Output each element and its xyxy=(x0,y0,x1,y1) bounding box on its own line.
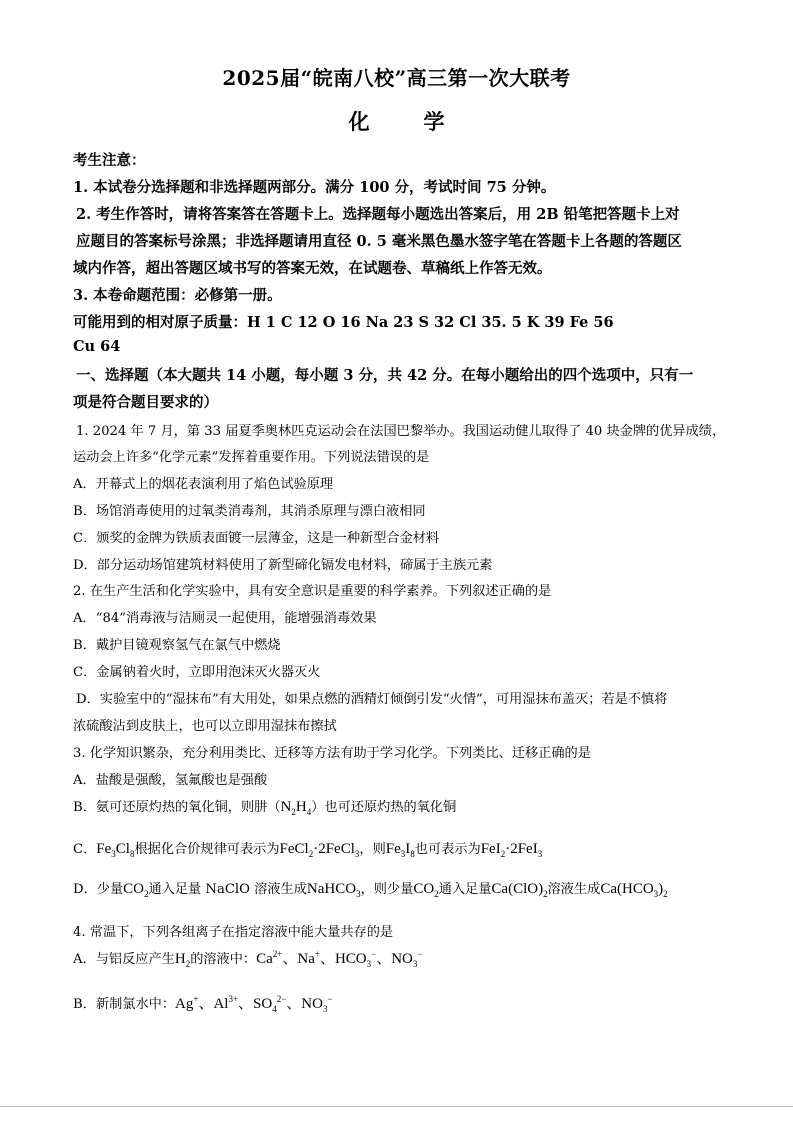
notice-heading: 考生注意： xyxy=(73,152,146,169)
q3-stem: 3. 化学知识繁杂，充分利用类比、迁移等方法有助于学习化学。下列类比、迁移正确的是 xyxy=(73,746,591,761)
formula-co2-2: $CO_2$ xyxy=(413,881,439,899)
q1-option-c: C．颁奖的金牌为铁质表面镀一层薄金，这是一种新型合金材料 xyxy=(73,531,440,546)
q3-option-d-mid-2: ，则少量 xyxy=(360,882,414,897)
q1-stem-line-2: 运动会上许多“化学元素”发挥着重要作用。下列说法错误的是 xyxy=(73,450,430,465)
ion-list-a: $Ca^{2+}$、Na+、$HCO_3^-$、$NO_3^-$ xyxy=(256,949,423,969)
q3-option-c-label: C． xyxy=(73,842,97,857)
q4-option-b xyxy=(73,992,333,1013)
q2-stem: 2. 在生产生活和化学实验中，具有安全意识是重要的科学素养。下列叙述正确的是 xyxy=(73,584,552,599)
q3-option-b-post: ）也可还原灼热的氧化铜 xyxy=(311,800,457,815)
q2-option-d-line-1: D．实验室中的“湿抹布”有大用处，如果点燃的酒精灯倾倒引发“火情”，可用湿抹布盖灭；若是不慎将 xyxy=(76,692,668,707)
notice-item-2-line-1: 2. 考生作答时，请将答案答在答题卡上。选择题每小题选出答案后，用 2B 铅笔把答题卡上对 xyxy=(76,206,680,223)
formula-fecl2-2fecl3: FeCl$_2$·2FeCl$_3$ xyxy=(279,841,360,859)
q4-option-a-mid: 的溶液中： xyxy=(190,952,257,967)
q4-stem: 4. 常温下，下列各组离子在指定溶液中能大量共存的是 xyxy=(73,925,394,940)
q4-option-a-pre: A．与铝反应产生 xyxy=(73,952,175,967)
q3-option-d-mid-3: 通入足量 xyxy=(438,882,492,897)
q2-option-d-line-2: 浓硫酸沾到皮肤上，也可以立即用湿抹布擦拭 xyxy=(73,719,337,734)
formula-ca-hco3-2: $Ca(HCO_3)_2$ xyxy=(600,881,668,899)
q3-option-b-pre: B．氨可还原灼热的氧化铜，则肼（ xyxy=(73,800,281,815)
notice-item-1: 1. 本试卷分选择题和非选择题两部分。满分 100 分，考试时间 75 分钟。 xyxy=(73,179,556,196)
formula-hydrazine: $N_2H_4$ xyxy=(280,799,312,817)
section-heading-line-1: 一、选择题（本大题共 14 小题，每小题 3 分，共 42 分。在每小题给出的四个选项中，只有一 xyxy=(76,367,694,384)
notice-item-3: 3. 本卷命题范围：必修第一册。 xyxy=(73,287,282,304)
notice-item-2-line-3: 域内作答，超出答题区域书写的答案无效，在试题卷、草稿纸上作答无效。 xyxy=(73,260,552,277)
subject-char-1: 化 xyxy=(348,109,370,134)
subject-title xyxy=(0,106,793,136)
q3-option-c-mid-2: ，则 xyxy=(359,842,386,857)
subject-char-2: 学 xyxy=(423,109,445,134)
formula-h2: $H_2$ xyxy=(174,951,191,969)
formula-fe3i8: $Fe_3I_8$ xyxy=(385,841,415,859)
formula-fei2-2fei3: FeI$_2$·2FeI$_3$ xyxy=(480,841,543,859)
q1-option-d: D．部分运动场馆建筑材料使用了新型碲化镉发电材料，碲属于主族元素 xyxy=(73,558,493,573)
formula-fe3cl8: $Fe_3Cl_8$ xyxy=(96,841,135,859)
formula-co2: $CO_2$ xyxy=(123,881,149,899)
q3-option-d-mid-1: 通入足量 NaClO 溶液生成 xyxy=(148,882,307,897)
q1-option-b: B．场馆消毒使用的过氧类消毒剂，其消杀原理与漂白液相同 xyxy=(73,504,426,519)
notice-item-2-line-2: 应题目的答案标号涂黑；非选择题请用直径 0. 5 毫米黑色墨水签字笔在答题卡上各题的答题区 xyxy=(76,233,682,250)
q1-option-a: A．开幕式上的烟花表演利用了焰色试验原理 xyxy=(73,477,334,492)
q3-option-c-mid-1: 根据化合价规律可表示为 xyxy=(134,842,280,857)
q3-option-b xyxy=(73,796,456,816)
q4-option-a xyxy=(73,947,422,968)
q2-option-a: A．“84”消毒液与洁厕灵一起使用，能增强消毒效果 xyxy=(73,611,377,626)
atomic-masses-line-1: 可能用到的相对原子质量：H 1 C 12 O 16 Na 23 S 32 Cl 35. 5 K 39 Fe 56 xyxy=(73,314,614,331)
q3-option-c-mid-3: 也可表示为 xyxy=(414,842,481,857)
section-heading-line-2: 项是符合题目要求的） xyxy=(73,394,218,411)
ion-list-b: Ag+、$Al^{3+}$、$SO_4^{2-}$、$NO_3^-$ xyxy=(175,994,333,1014)
q4-option-b-pre: B．新制氯水中： xyxy=(73,997,176,1012)
q3-option-d xyxy=(73,878,668,898)
page-bottom-rule xyxy=(0,1106,793,1107)
q3-option-d-pre: D．少量 xyxy=(73,882,124,897)
formula-ca-clo-2: $Ca(ClO)_2$ xyxy=(491,881,548,899)
q3-option-c xyxy=(73,838,542,858)
q1-stem-line-1: 1. 2024 年 7 月，第 33 届夏季奥林匹克运动会在法国巴黎举办。我国运动健儿取得了 40 块金牌的优异成绩， xyxy=(76,424,726,439)
formula-nahco3: NaHCO$_3$ xyxy=(306,881,361,899)
exam-title: 2025届“皖南八校”高三第一次大联考 xyxy=(222,66,571,90)
q3-option-d-mid-4: 溶液生成 xyxy=(547,882,601,897)
q2-option-c: C．金属钠着火时，立即用泡沫灭火器灭火 xyxy=(73,665,321,680)
q2-option-b: B．戴护目镜观察氢气在氯气中燃烧 xyxy=(73,638,281,653)
q3-option-a: A．盐酸是强酸，氢氟酸也是强酸 xyxy=(73,773,268,788)
atomic-masses-line-2: Cu 64 xyxy=(73,338,121,355)
